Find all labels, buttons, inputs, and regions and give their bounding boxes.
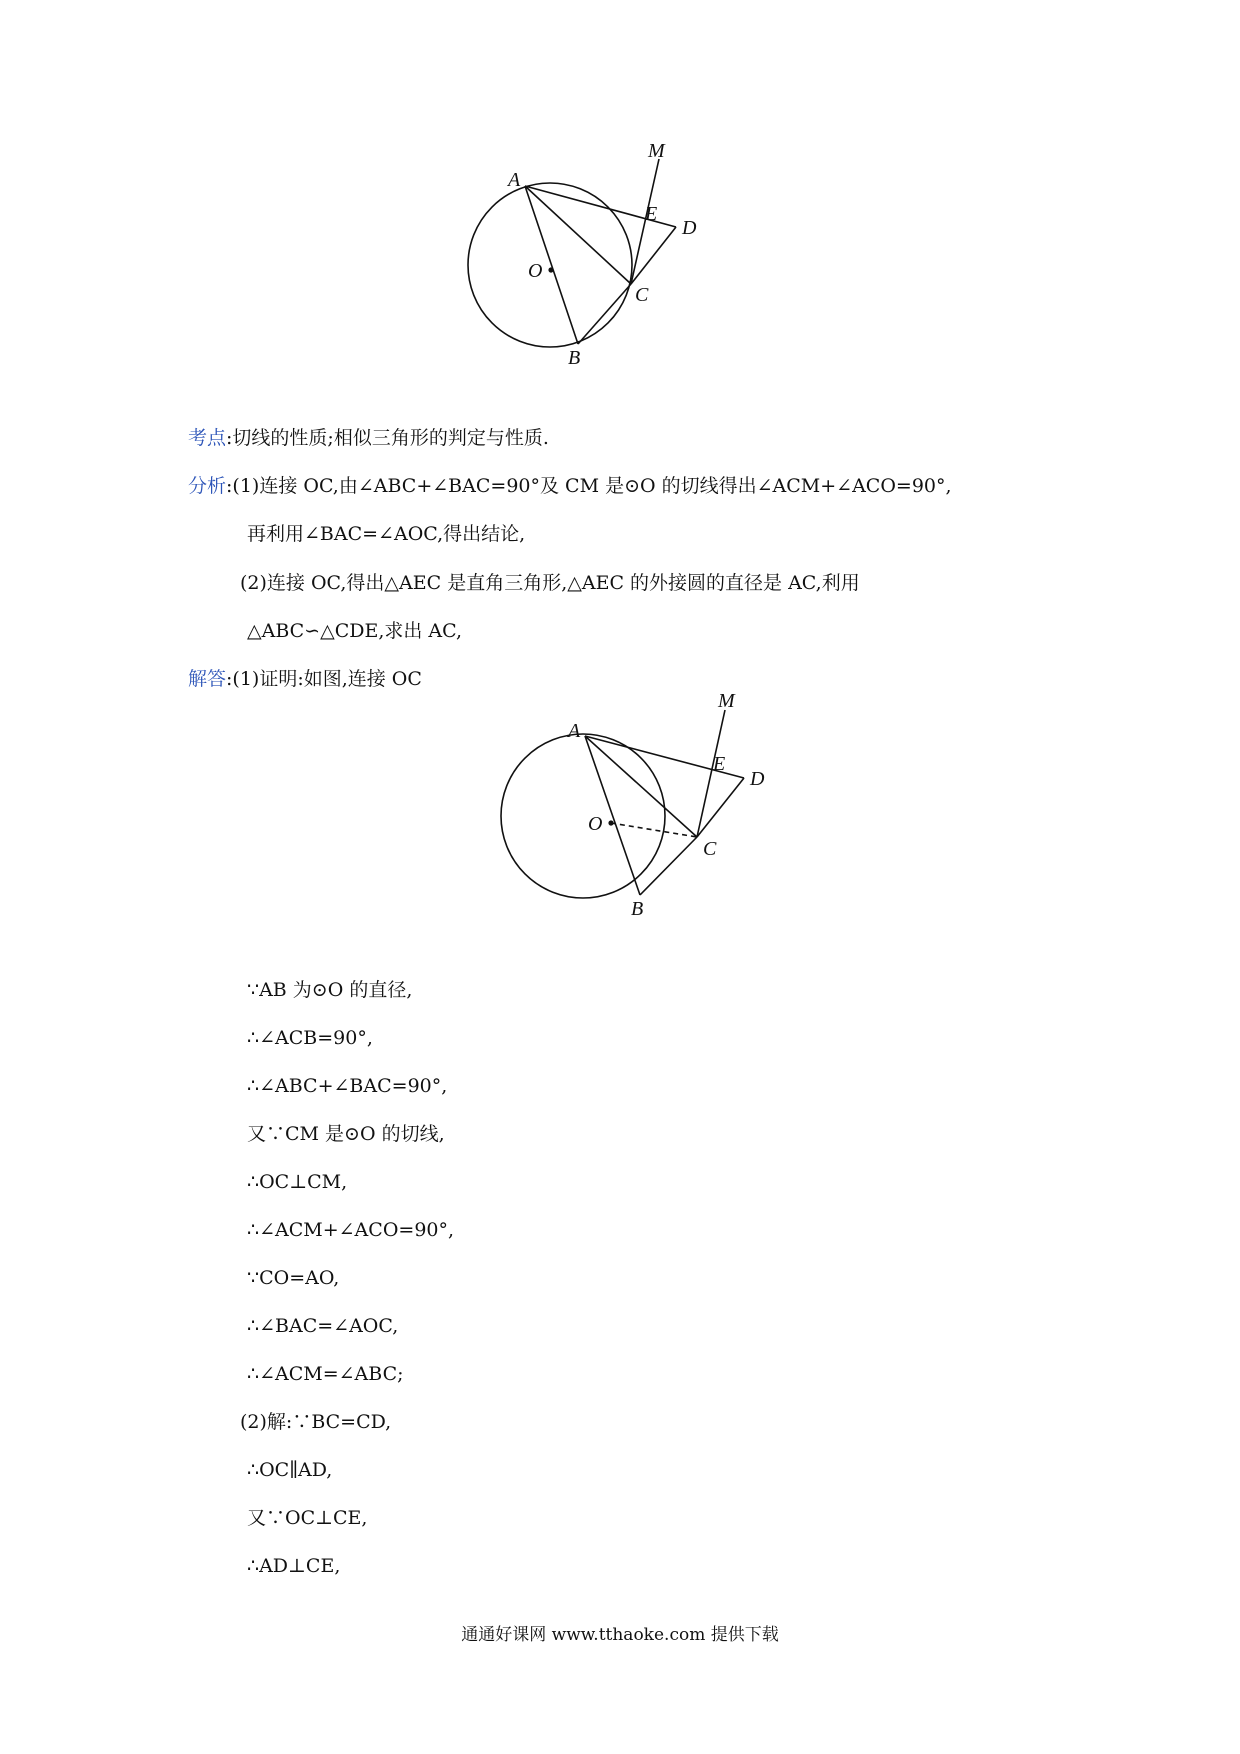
figure-1-diagram — [470, 140, 770, 410]
kaodian-text: :切线的性质;相似三角形的判定与性质. — [226, 427, 549, 449]
label-m: M — [718, 690, 735, 712]
proof-line-1: ∵AB 为⊙O 的直径, — [247, 979, 413, 1001]
jieda-tag: 解答 — [188, 668, 227, 690]
label-o: O — [588, 813, 603, 835]
proof-line-7: ∵CO=AO, — [247, 1267, 340, 1289]
jieda-intro: :(1)证明:如图,连接 OC — [226, 668, 422, 690]
proof-line-11: ∴OC∥AD, — [247, 1459, 333, 1481]
label-c: C — [635, 284, 649, 306]
page-footer: 通通好课网 www.tthaoke.com 提供下载 — [461, 1625, 779, 1645]
label-c: C — [703, 838, 717, 860]
label-b: B — [631, 898, 644, 920]
proof-line-9: ∴∠ACM=∠ABC; — [247, 1363, 404, 1385]
proof-line-12: 又∵OC⊥CE, — [247, 1507, 368, 1529]
proof-line-10: (2)解:∵BC=CD, — [240, 1411, 392, 1433]
label-e: E — [645, 203, 658, 225]
label-a: A — [508, 169, 521, 191]
kaodian-line — [188, 426, 549, 450]
proof-line-3: ∴∠ABC+∠BAC=90°, — [247, 1075, 448, 1097]
label-m: M — [648, 140, 665, 162]
proof-line-8: ∴∠BAC=∠AOC, — [247, 1315, 399, 1337]
label-d: D — [682, 217, 697, 239]
segment-bc — [578, 284, 631, 344]
fenxi-line-1 — [188, 474, 952, 498]
kaodian-tag: 考点 — [188, 427, 227, 449]
fenxi-line-3: (2)连接 OC,得出△AEC 是直角三角形,△AEC 的外接圆的直径是 AC,利用 — [240, 572, 860, 594]
label-b: B — [568, 347, 581, 369]
circle-o — [501, 734, 665, 898]
fenxi-line-4: △ABC∽△CDE,求出 AC, — [247, 620, 463, 642]
figure-2-diagram — [500, 690, 800, 960]
fenxi-line-2: 再利用∠BAC=∠AOC,得出结论, — [247, 523, 526, 545]
label-e: E — [713, 753, 726, 775]
fenxi-text-1: :(1)连接 OC,由∠ABC+∠BAC=90°及 CM 是⊙O 的切线得出∠ACM+∠ACO=90°, — [226, 475, 952, 497]
label-d: D — [750, 768, 765, 790]
proof-line-4: 又∵CM 是⊙O 的切线, — [247, 1123, 445, 1145]
label-o: O — [528, 260, 543, 282]
label-a: A — [568, 720, 581, 742]
figure-1 — [470, 140, 770, 410]
proof-line-13: ∴AD⊥CE, — [247, 1555, 341, 1577]
figure-2 — [500, 690, 800, 960]
proof-line-6: ∴∠ACM+∠ACO=90°, — [247, 1219, 455, 1241]
proof-line-5: ∴OC⊥CM, — [247, 1171, 348, 1193]
jieda-line — [188, 667, 422, 691]
proof-line-2: ∴∠ACB=90°, — [247, 1027, 373, 1049]
fenxi-tag: 分析 — [188, 475, 227, 497]
